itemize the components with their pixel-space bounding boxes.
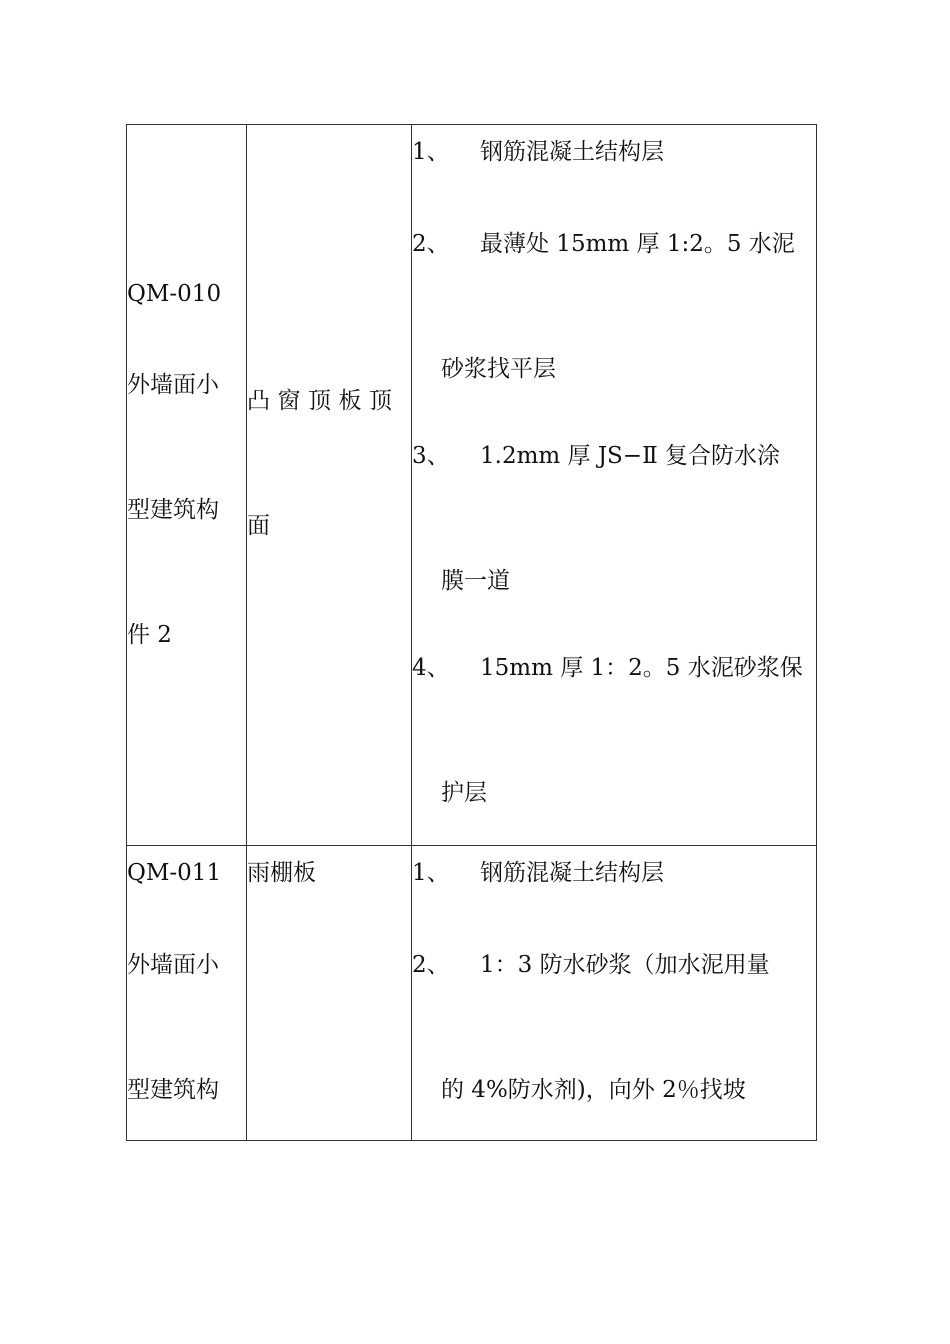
row-code: QM-011 [127,860,222,886]
step-text: 1.2mm 厚 JS−Ⅱ 复合防水涂 [480,443,781,469]
code-cell [127,125,247,846]
code-line: 外墙面小 [127,952,219,978]
step-text: 最薄处 15mm 厚 1:2。5 水泥 [480,231,795,257]
table-row [127,125,817,846]
step-continuation: 膜一道 [441,568,510,594]
code-line: 型建筑构 [127,497,219,523]
table-row [127,846,817,1141]
location-line: 凸 窗 顶 板 顶 [247,388,392,414]
code-cell [127,846,247,1141]
steps-cell [412,125,817,846]
steps-cell [412,846,817,1141]
list-item [412,950,816,1106]
step-text: 钢筋混凝土结构层 [480,139,664,165]
step-text: 钢筋混凝土结构层 [480,860,664,886]
step-text: 15mm 厚 1：2。5 水泥砂浆保 [480,655,803,681]
step-continuation: 护层 [441,780,487,806]
list-item [412,229,816,385]
location-cell [247,846,412,1141]
step-number: 4、 [412,655,450,681]
construction-spec-table [126,124,817,1141]
step-number: 1、 [412,139,450,165]
code-line: 件 2 [127,622,172,648]
row-code: QM-010 [127,281,222,307]
step-number: 1、 [412,860,450,886]
list-item [412,858,816,889]
step-text: 1：3 防水砂浆（加水泥用量 [480,952,770,978]
list-item [412,653,816,809]
step-number: 2、 [412,952,450,978]
step-continuation: 的 4%防水剂)，向外 2％找坡 [441,1077,746,1103]
code-line: 型建筑构 [127,1077,219,1103]
code-line: 外墙面小 [127,372,219,398]
list-item [412,137,816,168]
location-line: 雨棚板 [247,860,316,886]
list-item [412,441,816,597]
step-number: 2、 [412,231,450,257]
step-number: 3、 [412,443,450,469]
location-cell [247,125,412,846]
location-line: 面 [247,513,270,539]
step-continuation: 砂浆找平层 [441,356,556,382]
